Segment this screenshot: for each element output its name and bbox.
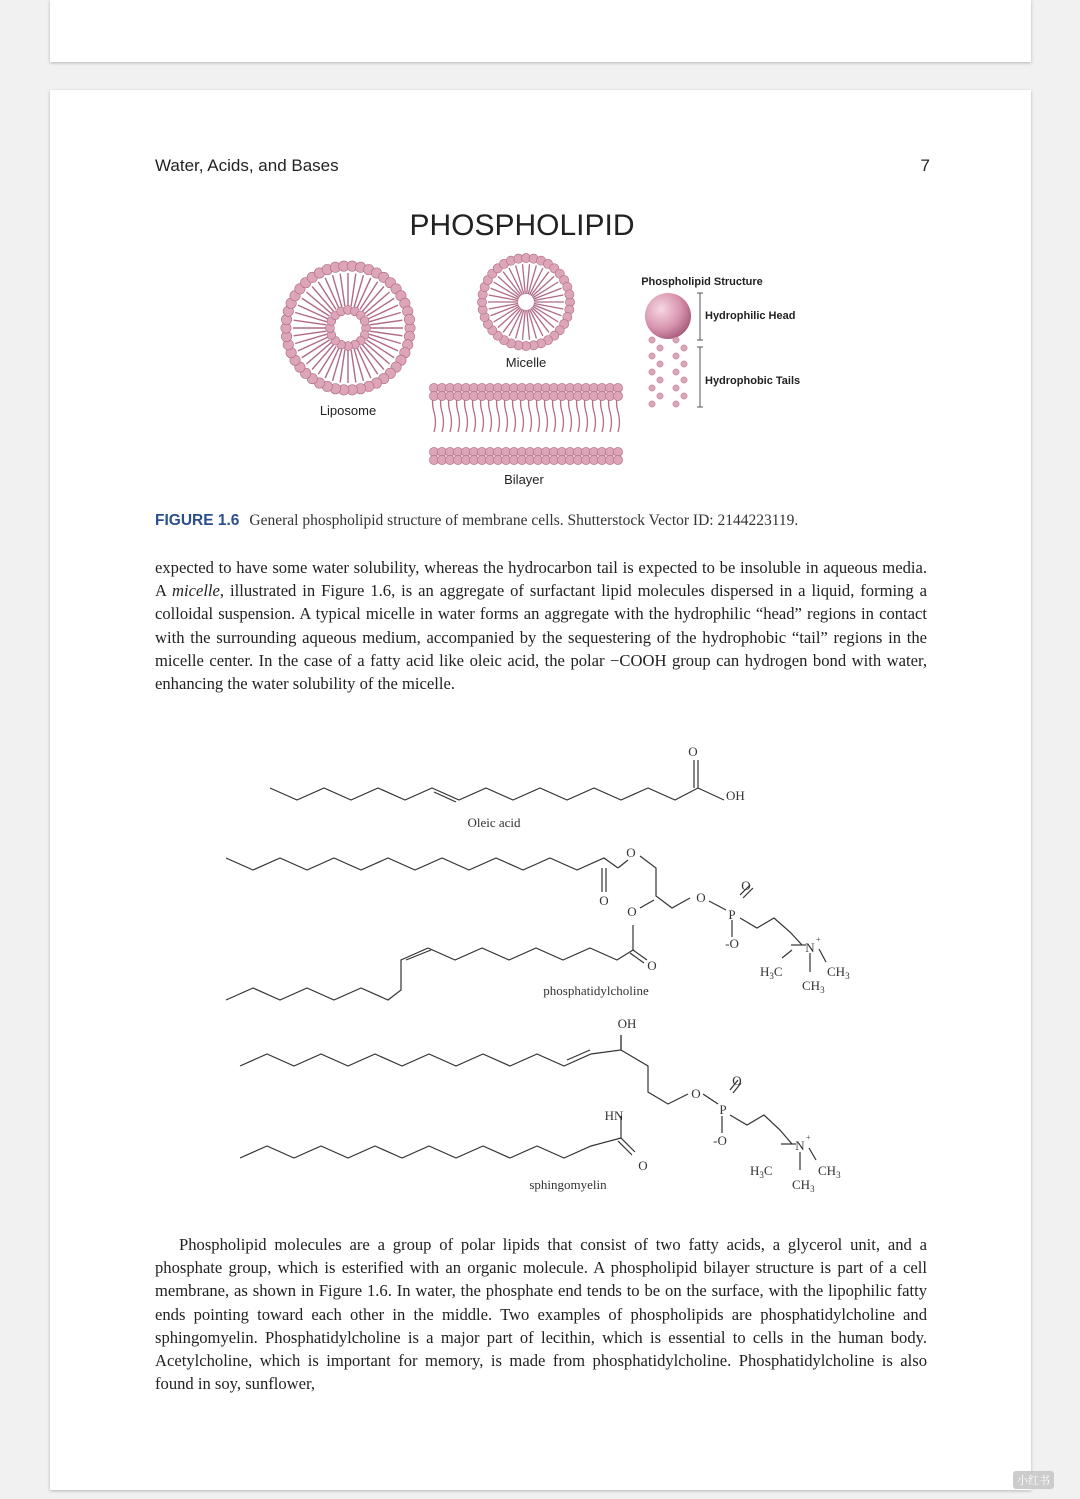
svg-text:H3C: $H_3C$ xyxy=(750,1163,773,1180)
svg-text:+: + xyxy=(806,1133,811,1142)
svg-text:O: O xyxy=(732,1073,742,1088)
svg-text:N: N xyxy=(795,1138,805,1153)
svg-text:-O: -O xyxy=(725,936,739,951)
watermark: 小红书 xyxy=(1013,1471,1054,1489)
svg-text:CH3: $CH_3$ xyxy=(792,1177,815,1194)
pc-label: phosphatidylcholine xyxy=(543,983,649,998)
sm-label: sphingomyelin xyxy=(529,1177,607,1192)
bilayer-label: Bilayer xyxy=(504,472,544,487)
svg-text:P: P xyxy=(719,1102,727,1117)
svg-text:O: O xyxy=(638,1158,648,1173)
svg-text:OH: OH xyxy=(617,1016,637,1031)
oleic-acid-label: Oleic acid xyxy=(467,815,521,830)
head-label: Hydrophilic Head xyxy=(705,310,796,322)
svg-text:O: O xyxy=(691,1086,701,1101)
figure-title: PHOSPHOLIPID xyxy=(409,209,635,242)
svg-text:-O: -O xyxy=(713,1133,727,1148)
svg-text:H3C: $H_3C$ xyxy=(760,964,783,981)
svg-text:CH3: $CH_3$ xyxy=(827,964,850,981)
running-header: Water, Acids, and Bases xyxy=(155,156,339,175)
sm-upper-chain xyxy=(240,1035,621,1066)
svg-text:O: O xyxy=(688,744,698,759)
svg-text:O: O xyxy=(627,904,637,919)
chemical-structures xyxy=(50,90,1031,1230)
svg-text:OH: OH xyxy=(726,788,745,803)
caption-text: General phospholipid structure of membrane cells. Shutterstock Vector ID: 2144223119. xyxy=(249,512,799,529)
tails-label: Hydrophobic Tails xyxy=(705,375,801,387)
structure-label: Phospholipid Structure xyxy=(641,276,763,288)
svg-text:O: O xyxy=(599,893,609,908)
svg-text:P: P xyxy=(728,907,736,922)
svg-text:N: N xyxy=(805,940,815,955)
document-page xyxy=(50,90,1031,1490)
previous-page xyxy=(50,0,1031,62)
liposome-label: Liposome xyxy=(319,403,377,418)
page-number: 7 xyxy=(920,156,930,175)
paragraph-phospholipids: Phospholipid molecules are a group of polar lipids that consist of two fatty acids, a glycerol unit, and a phosphate group, which is esterified with an organic molecule. A phospholipid bilayer structure is part of a cell membrane, as shown in Figure 1.6. In water, the phosphate end tends to be on the surface, with the lipophilic fatty ends pointing toward each other in the middle. Two examples of phospholipids are phosphatidylcholine and sphingomyelin. Phosphatidylcholine is a major part of lecithin, which is essential to cells in the human body. Acetylcholine, which is important for memory, is made from phosphatidylcholine. Phosphatidylcholine is also found in soy, sunflower, xyxy=(155,1235,927,1394)
svg-text:O: O xyxy=(741,878,751,893)
svg-text:CH3: $CH_3$ xyxy=(802,978,825,995)
micelle-label: Micelle xyxy=(505,355,547,370)
svg-text:O: O xyxy=(647,958,657,973)
oleic-acid-chain xyxy=(270,788,724,800)
pc-upper-chain xyxy=(226,858,618,870)
svg-text:O: O xyxy=(696,890,706,905)
svg-text:+: + xyxy=(816,935,821,944)
paragraph-micelle: expected to have some water solubility, whereas the hydrocarbon tail is expected to be insoluble in aqueous media. A micelle, illustrated in Figure 1.6, is an aggregate of surfactant lipid molecules dispersed in a liquid, forming a colloidal suspension. A typical micelle in water forms an aggregate with the hydrophilic “head” regions in contact with the surrounding aqueous medium, accompanied by the sequestering of the hydrophobic “tail” regions in the micelle center. In the case of a fatty acid like oleic acid, the polar −COOH group can hydrogen bond with water, enhancing the water solubility of the micelle. xyxy=(155,558,928,694)
svg-text:HN: HN xyxy=(604,1108,624,1123)
svg-text:O: O xyxy=(626,845,636,860)
caption-label: FIGURE 1.6 xyxy=(155,512,240,529)
svg-text:CH3: $CH_3$ xyxy=(818,1163,841,1180)
